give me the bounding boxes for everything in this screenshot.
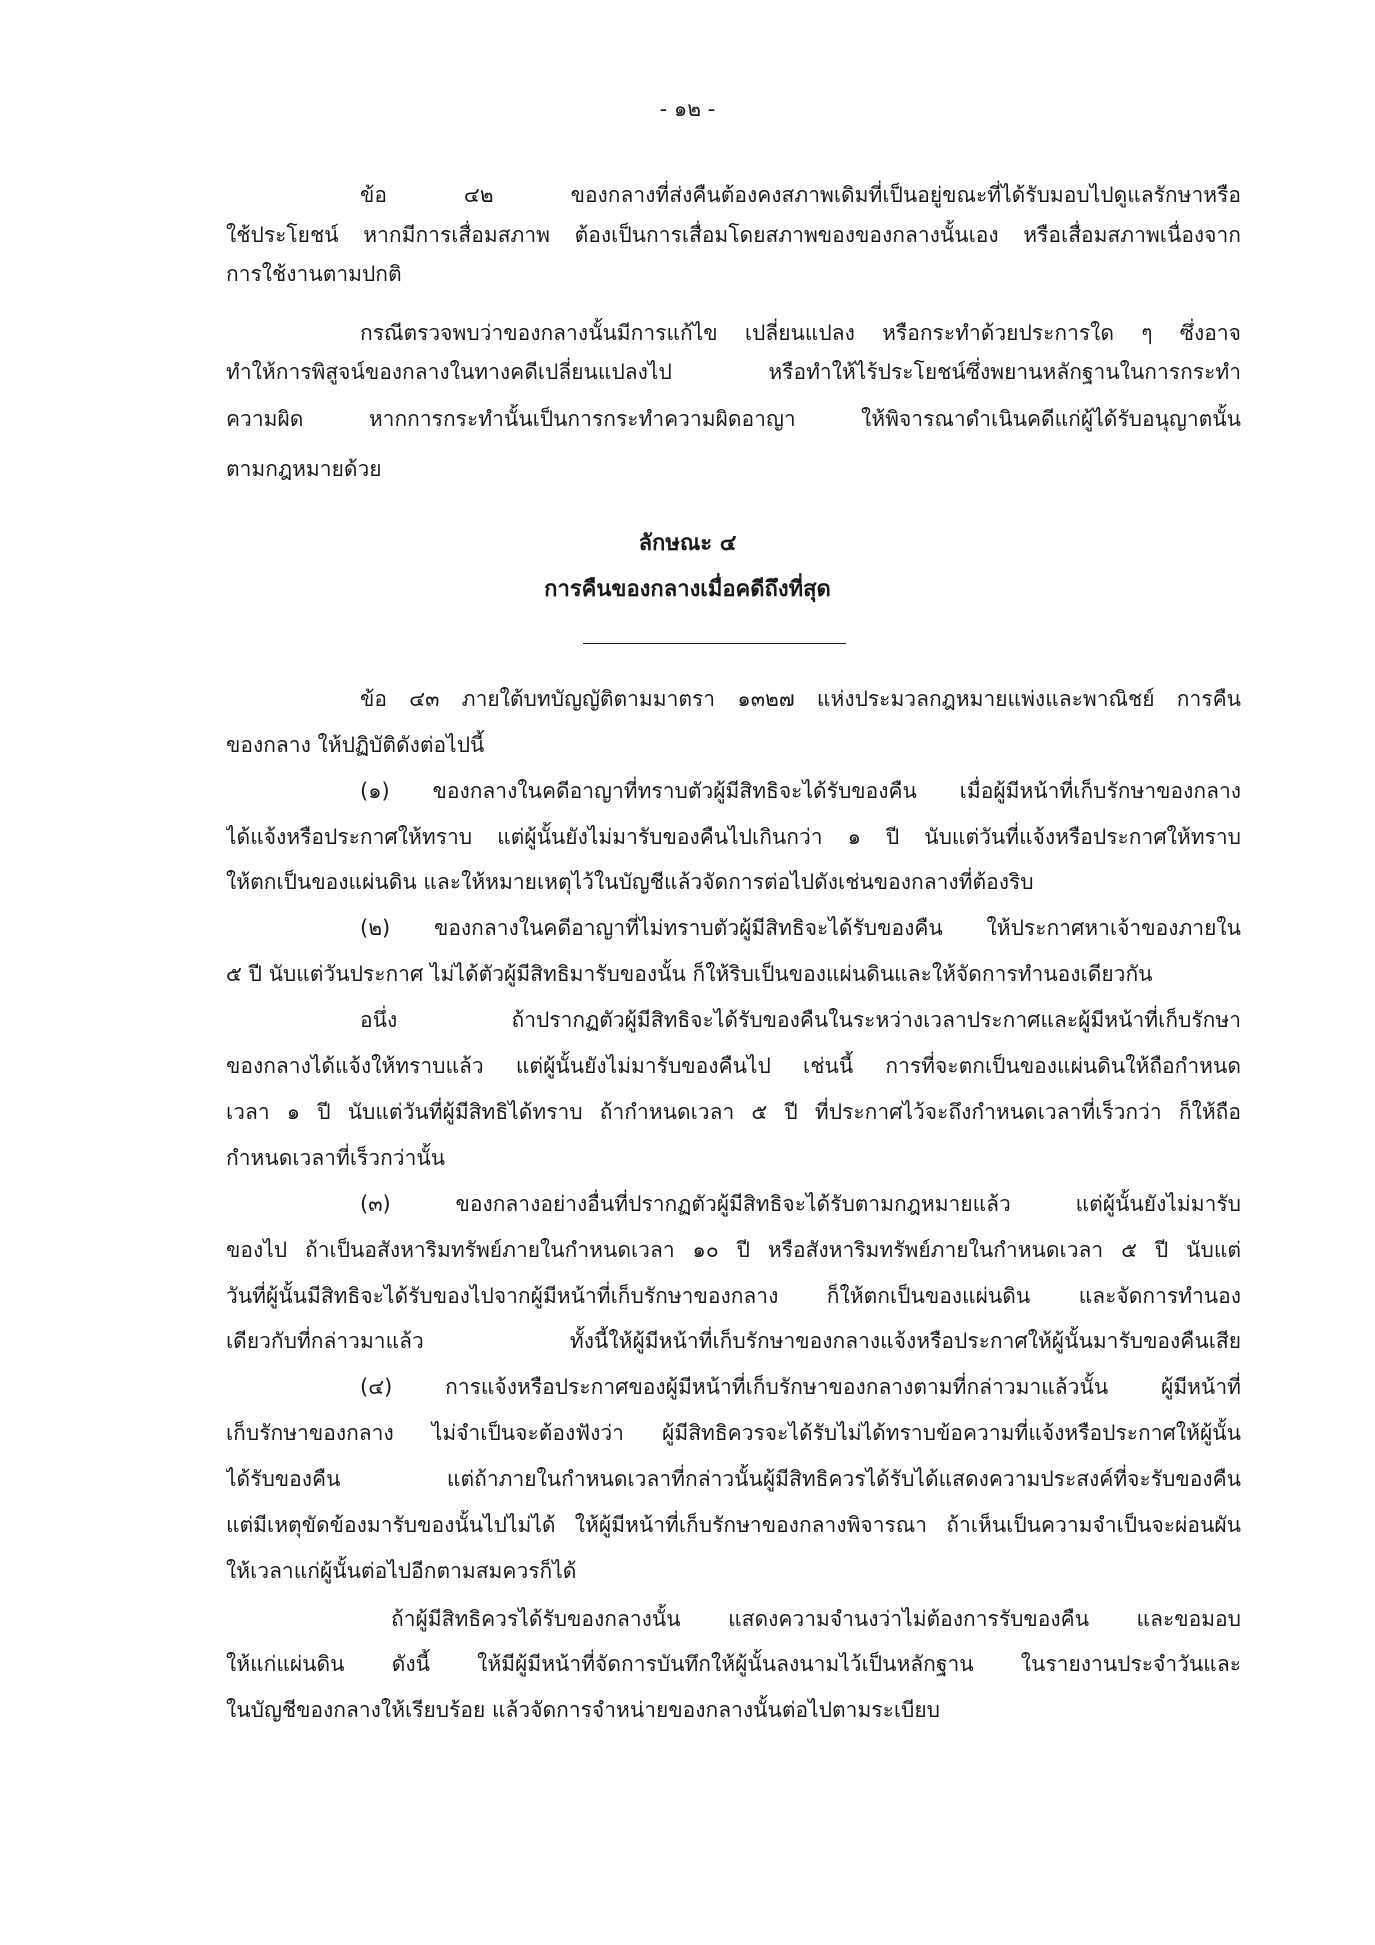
item-2-note-line: กำหนดเวลาที่เร็วกว่านั้น bbox=[226, 1146, 446, 1170]
item-1-line: ให้ตกเป็นของแผ่นดิน และให้หมายเหตุไว้ในบัญชีแล้วจัดการต่อไปดังเช่นของกลางที่ต้องริบ bbox=[226, 870, 1034, 894]
article-42-line: ข้อ ๔๒ ของกลางที่ส่งคืนต้องคงสภาพเดิมที่เป็นอยู่ขณะที่ได้รับมอบไปดูแลรักษาหรือ bbox=[360, 183, 1241, 207]
article-43-intro-line: ของกลาง ให้ปฏิบัติดังต่อไปนี้ bbox=[226, 733, 485, 757]
final-para-line: ให้แก่แผ่นดิน ดังนี้ ให้มีผู้มีหน้าที่จัดการบันทึกให้ผู้นั้นลงนามไว้เป็นหลักฐาน ในรายงานประจำวันและ bbox=[226, 1652, 1241, 1676]
article-42-para2-line: ทำให้การพิสูจน์ของกลางในทางคดีเปลี่ยนแปลงไป หรือทำให้ไร้ประโยชน์ซึ่งพยานหลักฐานในการกระทำ bbox=[226, 360, 1241, 384]
item-3-line: ของไป ถ้าเป็นอสังหาริมทรัพย์ภายในกำหนดเวลา ๑๐ ปี หรือสังหาริมทรัพย์ภายในกำหนดเวลา ๕ ปี นับแต่ bbox=[226, 1238, 1241, 1262]
article-43-intro-line: ข้อ ๔๓ ภายใต้บทบัญญัติตามมาตรา ๑๓๒๗ แห่งประมวลกฎหมายแพ่งและพาณิชย์ การคืน bbox=[360, 687, 1241, 711]
article-42-line: การใช้งานตามปกติ bbox=[226, 262, 402, 286]
article-42-para2-line: ตามกฎหมายด้วย bbox=[226, 457, 382, 481]
article-42-line: ใช้ประโยชน์ หากมีการเสื่อมสภาพ ต้องเป็นการเสื่อมโดยสภาพของของกลางนั้นเอง หรือเสื่อมสภาพเนื่องจาก bbox=[226, 223, 1241, 247]
item-2-note-line: เวลา ๑ ปี นับแต่วันที่ผู้มีสิทธิได้ทราบ ถ้ากำหนดเวลา ๕ ปี ที่ประกาศไว้จะถึงกำหนดเวลาที่เร็วกว่า ก็ให้ถือ bbox=[226, 1100, 1241, 1124]
item-4-line: เก็บรักษาของกลาง ไม่จำเป็นจะต้องฟังว่า ผู้มีสิทธิควรจะได้รับไม่ได้ทราบข้อความที่แจ้งหรือประกาศให้ผู้นั้น bbox=[226, 1421, 1241, 1445]
item-2-line: (๒) ของกลางในคดีอาญาที่ไม่ทราบตัวผู้มีสิทธิจะได้รับของคืน ให้ประกาศหาเจ้าของภายใน bbox=[360, 916, 1241, 940]
final-para-line: ถ้าผู้มีสิทธิควรได้รับของกลางนั้น แสดงความจำนงว่าไม่ต้องการรับของคืน และขอมอบ bbox=[391, 1607, 1241, 1631]
item-4-line: ได้รับของคืน แต่ถ้าภายในกำหนดเวลาที่กล่าวนั้นผู้มีสิทธิควรได้รับได้แสดงความประสงค์ที่จะรับของคืน bbox=[226, 1467, 1241, 1491]
chapter-subtitle: การคืนของกลางเมื่อคดีถึงที่สุด bbox=[544, 577, 831, 602]
item-2-line: ๕ ปี นับแต่วันประกาศ ไม่ได้ตัวผู้มีสิทธิมารับของนั้น ก็ให้ริบเป็นของแผ่นดินและให้จัดการทำนองเดียวกัน bbox=[226, 962, 1153, 986]
section-divider bbox=[583, 643, 846, 644]
item-2-note-line: ของกลางได้แจ้งให้ทราบแล้ว แต่ผู้นั้นยังไม่มารับของคืนไป เช่นนี้ การที่จะตกเป็นของแผ่นดินให้ถือกำหนด bbox=[226, 1054, 1241, 1078]
article-42-para2-line: ความผิด หากการกระทำนั้นเป็นการกระทำความผิดอาญา ให้พิจารณาดำเนินคดีแก่ผู้ได้รับอนุญาตนั้น bbox=[226, 407, 1241, 431]
item-2-note-line: อนึ่ง ถ้าปรากฏตัวผู้มีสิทธิจะได้รับของคืนในระหว่างเวลาประกาศและผู้มีหน้าที่เก็บรักษา bbox=[360, 1008, 1241, 1032]
final-para-line: ในบัญชีของกลางให้เรียบร้อย แล้วจัดการจำหน่ายของกลางนั้นต่อไปตามระเบียบ bbox=[226, 1698, 940, 1722]
item-3-line: วันที่ผู้นั้นมีสิทธิจะได้รับของไปจากผู้มีหน้าที่เก็บรักษาของกลาง ก็ให้ตกเป็นของแผ่นดิน และจัดการทำนอง bbox=[226, 1284, 1241, 1308]
item-1-line: (๑) ของกลางในคดีอาญาที่ทราบตัวผู้มีสิทธิจะได้รับของคืน เมื่อผู้มีหน้าที่เก็บรักษาของกลาง bbox=[360, 779, 1241, 803]
page-number: - ๑๒ - bbox=[659, 97, 716, 121]
item-4-line: (๔) การแจ้งหรือประกาศของผู้มีหน้าที่เก็บรักษาของกลางตามที่กล่าวมาแล้วนั้น ผู้มีหน้าที่ bbox=[360, 1375, 1241, 1399]
chapter-title: ลักษณะ ๔ bbox=[638, 531, 737, 556]
item-3-line: (๓) ของกลางอย่างอื่นที่ปรากฏตัวผู้มีสิทธิจะได้รับตามกฎหมายแล้ว แต่ผู้นั้นยังไม่มารับ bbox=[360, 1192, 1241, 1216]
item-4-line: แต่มีเหตุขัดข้องมารับของนั้นไปไม่ได้ ให้ผู้มีหน้าที่เก็บรักษาของกลางพิจารณา ถ้าเห็นเป็นความจำเป็นจะผ่อนผัน bbox=[226, 1513, 1241, 1537]
item-1-line: ได้แจ้งหรือประกาศให้ทราบ แต่ผู้นั้นยังไม่มารับของคืนไปเกินกว่า ๑ ปี นับแต่วันที่แจ้งหรือประกาศให้ทราบ bbox=[226, 825, 1241, 849]
article-42-para2-line: กรณีตรวจพบว่าของกลางนั้นมีการแก้ไข เปลี่ยนแปลง หรือกระทำด้วยประการใด ๆ ซึ่งอาจ bbox=[360, 321, 1241, 345]
item-4-line: ให้เวลาแก่ผู้นั้นต่อไปอีกตามสมควรก็ได้ bbox=[226, 1559, 577, 1583]
item-3-line: เดียวกับที่กล่าวมาแล้ว ทั้งนี้ให้ผู้มีหน้าที่เก็บรักษาของกลางแจ้งหรือประกาศให้ผู้นั้นมารับของคืนเสีย bbox=[226, 1329, 1241, 1353]
